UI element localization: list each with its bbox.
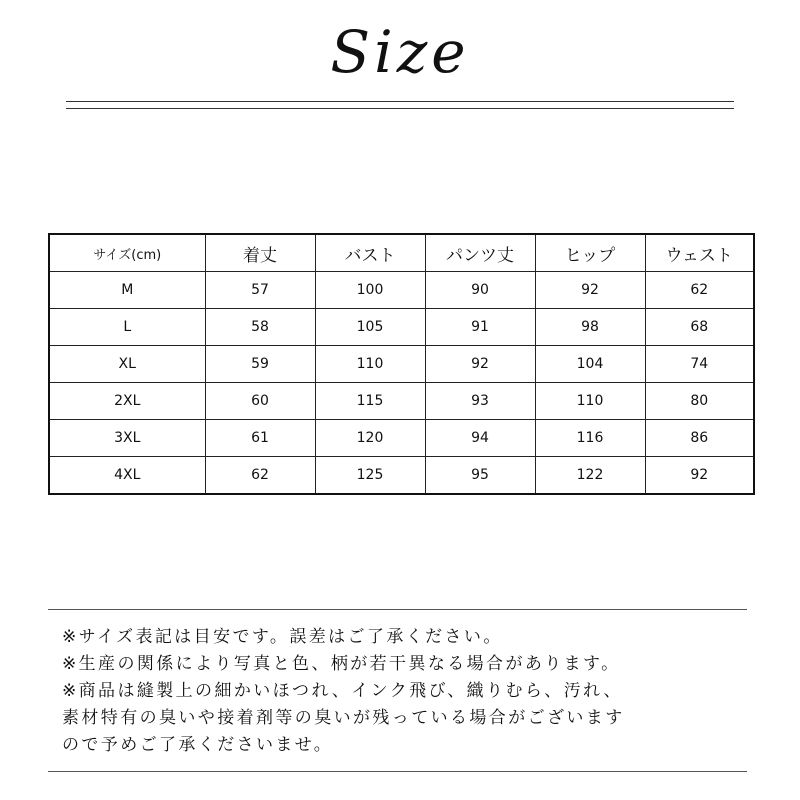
- cell-bust: 120: [315, 420, 425, 457]
- notes-divider-top: [48, 609, 747, 610]
- table-row: [49, 457, 754, 495]
- note-line: 素材特有の臭いや接着剤等の臭いが残っている場合がございます: [62, 708, 625, 728]
- note-line: ※商品は縫製上の細かいほつれ、インク飛び、織りむら、汚れ、: [62, 681, 623, 701]
- header-length: 着丈: [205, 234, 315, 272]
- table-row: [49, 383, 754, 420]
- table-row: [49, 420, 754, 457]
- cell-length: 62: [205, 457, 315, 495]
- header-size: サイズ(cm): [49, 234, 205, 272]
- title-divider-top: [66, 101, 734, 102]
- cell-size: 4XL: [49, 457, 205, 495]
- cell-waist: 92: [645, 457, 754, 495]
- cell-waist: 74: [645, 346, 754, 383]
- cell-pants-length: 92: [425, 346, 535, 383]
- cell-length: 59: [205, 346, 315, 383]
- note-line: ※サイズ表記は目安です。誤差はご了承ください。: [62, 627, 503, 647]
- header-hip: ヒップ: [535, 234, 645, 272]
- cell-waist: 68: [645, 309, 754, 346]
- cell-bust: 110: [315, 346, 425, 383]
- cell-length: 58: [205, 309, 315, 346]
- cell-hip: 98: [535, 309, 645, 346]
- cell-bust: 100: [315, 272, 425, 309]
- cell-pants-length: 90: [425, 272, 535, 309]
- header-pants-length: パンツ丈: [425, 234, 535, 272]
- note-line: ので予めご了承くださいませ。: [62, 735, 334, 755]
- notes-divider-bottom: [48, 771, 747, 772]
- cell-waist: 80: [645, 383, 754, 420]
- cell-hip: 92: [535, 272, 645, 309]
- cell-length: 61: [205, 420, 315, 457]
- cell-bust: 105: [315, 309, 425, 346]
- header-bust: バスト: [315, 234, 425, 272]
- cell-size: XL: [49, 346, 205, 383]
- size-table: [48, 233, 755, 495]
- cell-waist: 86: [645, 420, 754, 457]
- cell-size: 2XL: [49, 383, 205, 420]
- cell-length: 60: [205, 383, 315, 420]
- cell-hip: 116: [535, 420, 645, 457]
- table-row: [49, 346, 754, 383]
- cell-size: L: [49, 309, 205, 346]
- cell-length: 57: [205, 272, 315, 309]
- cell-waist: 62: [645, 272, 754, 309]
- cell-pants-length: 95: [425, 457, 535, 495]
- notes-block: [62, 624, 752, 759]
- cell-pants-length: 94: [425, 420, 535, 457]
- page-title: Size: [330, 18, 470, 86]
- cell-bust: 125: [315, 457, 425, 495]
- cell-pants-length: 93: [425, 383, 535, 420]
- cell-hip: 104: [535, 346, 645, 383]
- table-row: [49, 272, 754, 309]
- header-waist: ウェスト: [645, 234, 754, 272]
- note-line: ※生産の関係により写真と色、柄が若干異なる場合があります。: [62, 654, 621, 674]
- cell-bust: 115: [315, 383, 425, 420]
- title-divider-bottom: [66, 108, 734, 109]
- cell-size: 3XL: [49, 420, 205, 457]
- table-row: [49, 309, 754, 346]
- cell-pants-length: 91: [425, 309, 535, 346]
- cell-size: M: [49, 272, 205, 309]
- cell-hip: 122: [535, 457, 645, 495]
- table-header-row: [49, 234, 754, 272]
- cell-hip: 110: [535, 383, 645, 420]
